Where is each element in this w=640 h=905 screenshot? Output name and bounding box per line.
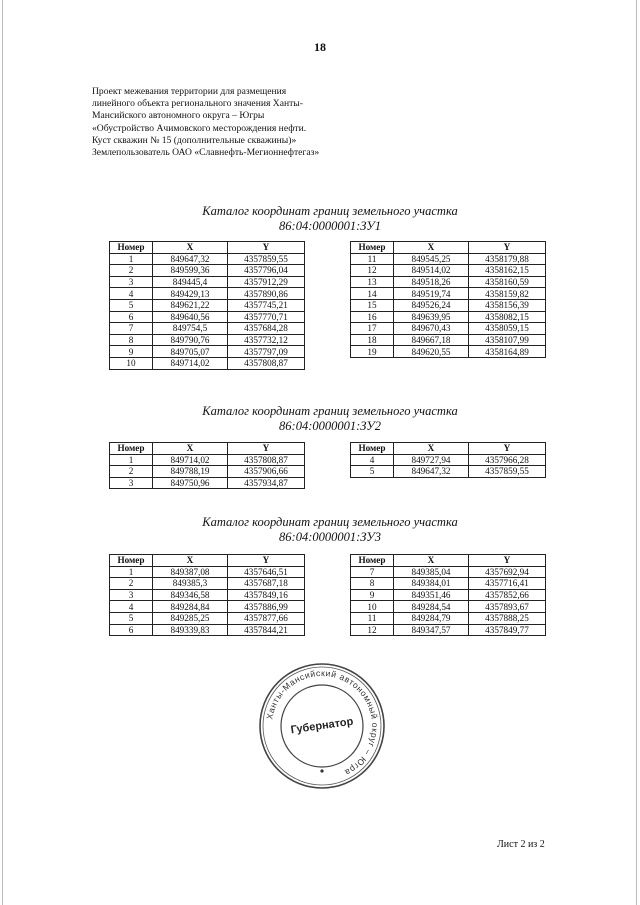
column-header-x: X [153,443,228,455]
point-number-cell: 12 [351,624,394,636]
column-header-y: Y [228,555,305,567]
point-number-cell: 8 [351,578,394,590]
x-coordinate-cell: 849705,07 [153,346,228,358]
column-header-x: X [394,242,469,254]
table-header-row [110,242,305,254]
point-number-cell: 11 [351,612,394,624]
x-coordinate-cell: 849519,74 [394,288,469,300]
table-row [351,454,546,466]
table-row [351,253,546,265]
x-coordinate-cell: 849670,43 [394,323,469,335]
y-coordinate-cell: 4357808,87 [228,357,305,369]
table-header-row [351,443,546,455]
column-header-number: Номер [110,443,153,455]
scan-margin-right [636,0,637,905]
seal-ring-text: Ханты-Мансийский автономный округ – Югра [264,667,381,778]
table-row [351,566,546,578]
coords-table-zu1-left [109,241,305,370]
x-coordinate-cell: 849754,5 [153,323,228,335]
seal-center-text: Губернатор [289,715,355,737]
column-header-number: Номер [110,555,153,567]
x-coordinate-cell: 849518,26 [394,276,469,288]
table-header-row [110,443,305,455]
x-coordinate-cell: 849429,13 [153,288,228,300]
point-number-cell: 3 [110,276,153,288]
x-coordinate-cell: 849526,24 [394,299,469,311]
y-coordinate-cell: 4357934,87 [228,477,305,489]
scan-margin-left [2,0,3,905]
point-number-cell: 1 [110,454,153,466]
y-coordinate-cell: 4358059,15 [469,323,546,335]
y-coordinate-cell: 4357745,21 [228,299,305,311]
column-header-y: Y [228,242,305,254]
x-coordinate-cell: 849620,55 [394,346,469,358]
y-coordinate-cell: 4358156,39 [469,299,546,311]
y-coordinate-cell: 4357684,28 [228,323,305,335]
header-line: Проект межевания территории для размещения [92,86,287,97]
table-row [110,624,305,636]
table-row [110,566,305,578]
sheet-number: Лист 2 из 2 [497,839,545,850]
y-coordinate-cell: 4357852,66 [469,589,546,601]
column-header-y: Y [469,242,546,254]
table-row [351,334,546,346]
table-row [351,323,546,335]
coords-table-zu3-right [350,554,546,636]
y-coordinate-cell: 4357844,21 [228,624,305,636]
y-coordinate-cell: 4358179,88 [469,253,546,265]
x-coordinate-cell: 849514,02 [394,265,469,277]
catalog-title-zu2 [0,404,640,434]
header-line: «Обустройство Ачимовского месторождения нефти. [92,122,307,134]
table-row [351,299,546,311]
y-coordinate-cell: 4357888,25 [469,612,546,624]
table-row [351,311,546,323]
column-header-number: Номер [351,443,394,455]
y-coordinate-cell: 4358160,59 [469,276,546,288]
governor-seal-stamp [256,660,388,792]
table-row [110,276,305,288]
x-coordinate-cell: 849647,32 [153,253,228,265]
table-row [110,311,305,323]
y-coordinate-cell: 4357692,94 [469,566,546,578]
table-row [110,288,305,300]
column-header-y: Y [469,555,546,567]
point-number-cell: 16 [351,311,394,323]
point-number-cell: 5 [110,612,153,624]
table-header-row [351,242,546,254]
y-coordinate-cell: 4357732,12 [228,334,305,346]
coords-table-zu2-left [109,442,305,489]
y-coordinate-cell: 4357716,41 [469,578,546,590]
x-coordinate-cell: 849647,32 [394,466,469,478]
table-row [110,346,305,358]
y-coordinate-cell: 4357886,99 [228,601,305,613]
x-coordinate-cell: 849639,95 [394,311,469,323]
point-number-cell: 2 [110,466,153,478]
point-number-cell: 2 [110,265,153,277]
point-number-cell: 10 [110,357,153,369]
header-line: Куст скважин № 15 (дополнительные скважины)» [92,134,297,146]
column-header-y: Y [228,443,305,455]
x-coordinate-cell: 849339,83 [153,624,228,636]
table-row [351,265,546,277]
point-number-cell: 6 [110,311,153,323]
column-header-x: X [394,443,469,455]
coords-table-zu2-right [350,442,546,478]
x-coordinate-cell: 849387,08 [153,566,228,578]
project-header [92,86,412,159]
table-row [110,578,305,590]
y-coordinate-cell: 4357859,55 [228,253,305,265]
point-number-cell: 5 [351,466,394,478]
table-row [351,589,546,601]
y-coordinate-cell: 4357849,77 [469,624,546,636]
header-line: Землепользователь ОАО «Славнефть-Мегионнефтегаз» [92,147,320,159]
table-row [110,334,305,346]
y-coordinate-cell: 4357877,66 [228,612,305,624]
x-coordinate-cell: 849545,25 [394,253,469,265]
point-number-cell: 9 [110,346,153,358]
coords-table-zu3-left [109,554,305,636]
table-row [351,346,546,358]
header-line: линейного объекта регионального значения Ханты- [92,98,303,110]
x-coordinate-cell: 849384,01 [394,578,469,590]
point-number-cell: 13 [351,276,394,288]
point-number-cell: 12 [351,265,394,277]
catalog-title-text: Каталог координат границ земельного участка [202,204,458,218]
table-row [351,624,546,636]
column-header-number: Номер [351,555,394,567]
x-coordinate-cell: 849667,18 [394,334,469,346]
table-row [110,612,305,624]
x-coordinate-cell: 849385,3 [153,578,228,590]
table-row [351,601,546,613]
coords-table-zu1-right [350,241,546,358]
x-coordinate-cell: 849385,04 [394,566,469,578]
catalog-parcel-id: 86:04:0000001:ЗУ3 [279,530,381,544]
y-coordinate-cell: 4358082,15 [469,311,546,323]
point-number-cell: 17 [351,323,394,335]
point-number-cell: 7 [351,566,394,578]
catalog-title-text: Каталог координат границ земельного участка [202,404,458,418]
y-coordinate-cell: 4357966,28 [469,454,546,466]
page-number: 18 [314,40,326,54]
point-number-cell: 18 [351,334,394,346]
table-row [110,299,305,311]
point-number-cell: 2 [110,578,153,590]
x-coordinate-cell: 849599,36 [153,265,228,277]
table-row [110,601,305,613]
x-coordinate-cell: 849351,46 [394,589,469,601]
table-row [351,276,546,288]
table-row [110,477,305,489]
point-number-cell: 19 [351,346,394,358]
point-number-cell: 11 [351,253,394,265]
y-coordinate-cell: 4357859,55 [469,466,546,478]
x-coordinate-cell: 849284,54 [394,601,469,613]
y-coordinate-cell: 4357687,18 [228,578,305,590]
catalog-title-zu3 [0,515,640,545]
y-coordinate-cell: 4357770,71 [228,311,305,323]
point-number-cell: 3 [110,477,153,489]
y-coordinate-cell: 4357906,66 [228,466,305,478]
table-row [110,323,305,335]
table-row [110,253,305,265]
table-row [351,288,546,300]
catalog-parcel-id: 86:04:0000001:ЗУ2 [279,419,381,433]
point-number-cell: 4 [110,288,153,300]
point-number-cell: 14 [351,288,394,300]
x-coordinate-cell: 849727,94 [394,454,469,466]
x-coordinate-cell: 849788,19 [153,466,228,478]
x-coordinate-cell: 849714,02 [153,357,228,369]
x-coordinate-cell: 849445,4 [153,276,228,288]
table-header-row [351,555,546,567]
table-row [351,612,546,624]
y-coordinate-cell: 4357849,16 [228,589,305,601]
column-header-y: Y [469,443,546,455]
point-number-cell: 5 [110,299,153,311]
point-number-cell: 1 [110,253,153,265]
table-row [110,454,305,466]
x-coordinate-cell: 849750,96 [153,477,228,489]
x-coordinate-cell: 849640,56 [153,311,228,323]
y-coordinate-cell: 4358107,99 [469,334,546,346]
column-header-number: Номер [110,242,153,254]
table-row [110,357,305,369]
x-coordinate-cell: 849346,58 [153,589,228,601]
x-coordinate-cell: 849347,57 [394,624,469,636]
x-coordinate-cell: 849285,25 [153,612,228,624]
x-coordinate-cell: 849621,22 [153,299,228,311]
catalog-title-zu1 [0,204,640,234]
column-header-x: X [153,242,228,254]
y-coordinate-cell: 4358162,15 [469,265,546,277]
seal-dot [320,769,323,772]
point-number-cell: 6 [110,624,153,636]
x-coordinate-cell: 849284,79 [394,612,469,624]
point-number-cell: 4 [351,454,394,466]
point-number-cell: 3 [110,589,153,601]
point-number-cell: 15 [351,299,394,311]
x-coordinate-cell: 849790,76 [153,334,228,346]
catalog-title-text: Каталог координат границ земельного участка [202,515,458,529]
y-coordinate-cell: 4357893,67 [469,601,546,613]
point-number-cell: 4 [110,601,153,613]
table-row [110,589,305,601]
column-header-x: X [394,555,469,567]
point-number-cell: 10 [351,601,394,613]
x-coordinate-cell: 849284,84 [153,601,228,613]
y-coordinate-cell: 4357890,86 [228,288,305,300]
y-coordinate-cell: 4357797,09 [228,346,305,358]
y-coordinate-cell: 4358164,89 [469,346,546,358]
table-row [110,466,305,478]
header-line: Мансийского автономного округа – Югры [92,110,265,122]
catalog-parcel-id: 86:04:0000001:ЗУ1 [279,219,381,233]
y-coordinate-cell: 4357646,51 [228,566,305,578]
y-coordinate-cell: 4358159,82 [469,288,546,300]
table-row [351,578,546,590]
table-header-row [110,555,305,567]
point-number-cell: 8 [110,334,153,346]
column-header-x: X [153,555,228,567]
table-row [110,265,305,277]
y-coordinate-cell: 4357912,29 [228,276,305,288]
point-number-cell: 7 [110,323,153,335]
x-coordinate-cell: 849714,02 [153,454,228,466]
table-row [351,466,546,478]
y-coordinate-cell: 4357796,04 [228,265,305,277]
point-number-cell: 1 [110,566,153,578]
column-header-number: Номер [351,242,394,254]
y-coordinate-cell: 4357808,87 [228,454,305,466]
point-number-cell: 9 [351,589,394,601]
